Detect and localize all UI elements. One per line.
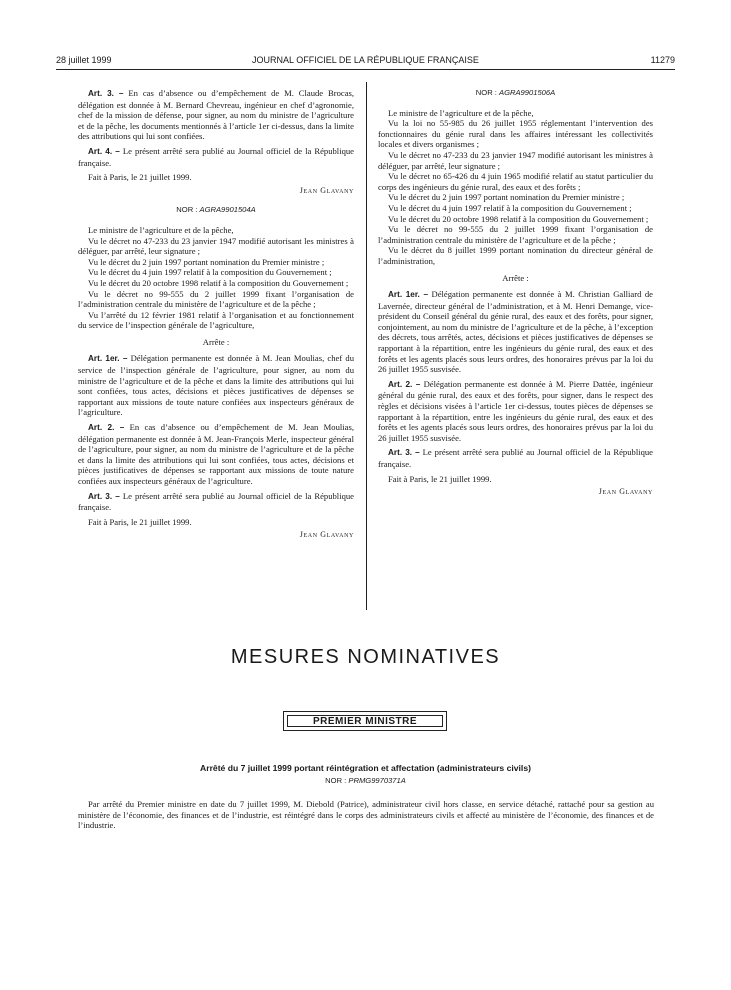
article-label: Art. 3. – [88,89,124,98]
article-label: Art. 2. – [88,423,125,433]
article-paragraph [378,289,653,375]
nor-code: AGRA9901506A [499,88,556,97]
arrete-heading: Arrête : [202,336,230,347]
article-label: Art. 1er. – [88,354,128,364]
signature-name: Jean Glavany [299,530,354,540]
visa-line: Vu le décret no 47-233 du 23 janvier 1947 modifié autorisant les ministres à déléguer, par arrêté, leur signature ; [78,235,354,257]
nor-label: NOR : [325,776,347,785]
right-column [378,88,653,498]
signature [78,530,354,541]
article-text: Le présent arrêté sera publié au Journal officiel de la République française. [378,447,653,469]
article-text: Le présent arrêté sera publié au Journal officiel de la République française. [78,145,354,168]
section-title: MESURES NOMINATIVES [230,646,501,668]
article-paragraph [378,379,653,444]
nor-reference [0,776,731,787]
nor-reference [78,205,354,216]
nor-code: AGRA9901504A [199,205,256,215]
decree-paragraph: Par arrêté du Premier ministre en date du 7 juillet 1999, M. Diebold (Patrice), administrateur civil hors classe, en service détaché, rattaché pour sa gestion au ministère de l’économie, des finances et de l’industrie, est réintégré dans le corps des administrateurs civils et affecté au ministère de l’économie, des finances et de l’industrie. [78,799,654,831]
visa-line: Vu l’arrêté du 12 février 1981 relatif à l’organisation et au fonctionnement du service de l’inspection générale de l’agriculture, [78,309,354,331]
article-label: Art. 3. – [88,491,120,501]
header-rule [56,69,675,70]
nor-reference [378,88,653,99]
left-column [78,88,354,541]
decree-body [78,799,654,831]
ministry-label: PREMIER MINISTRE [287,715,443,727]
nor-code: PRMG9970371A [348,776,406,785]
article-text: Délégation permanente est donnée à M. Christian Galliard de Lavernée, directeur général de l’administration, et à M. Henri Demange, vice-président du Conseil général du génie rural, des eaux et des forêts, pour signer, conjointement, au nom du ministre de l’agriculture et de la pêche, à l’exception des décrets, tous arrêtés, actes, décisions et pièces justificatives de dépenses se rapportant à la répartition, entre les ingénieurs du génie rural, des eaux et des forêts et les agents placés sous leurs ordres, des honoraires prévus par la loi du 26 juillet 1955 susvisée. [378,289,653,375]
article-label: Art. 4. – [88,146,120,156]
visa-line: Vu le décret du 2 juin 1997 portant nomination du Premier ministre ; [388,192,625,203]
visa-line: Vu le décret no 99-555 du 2 juillet 1999 fixant l’organisation de l’administration centrale du ministère de l’agriculture et de la pêche ; [78,288,354,310]
decree-title: Arrêté du 7 juillet 1999 portant réintégration et affectation (administrateurs civils) [200,763,531,773]
visa-line: Vu le décret du 4 juin 1997 relatif à la composition du Gouvernement ; [388,202,632,213]
journal-title: JOURNAL OFFICIEL DE LA RÉPUBLIQUE FRANÇAISE [252,55,479,65]
fait-line: Fait à Paris, le 21 juillet 1999. [388,473,492,484]
article-text: Le présent arrêté sera publié au Journal officiel de la République française. [78,490,354,513]
fait-line: Fait à Paris, le 21 juillet 1999. [88,516,192,527]
article-paragraph [378,447,653,469]
article-label: Art. 2. – [388,379,421,389]
article-paragraph [78,491,354,513]
fait-line: Fait à Paris, le 21 juillet 1999. [88,172,192,183]
arrete-heading: Arrête : [502,272,529,283]
article-paragraph [78,146,354,168]
signature [78,186,354,197]
article-text: En cas d’absence ou d’empêchement de M. Claude Brocas, délégation est donnée à M. Bernard Chevreau, ingénieur en chef d’agronomie, chef de la mission de défense, pour signer, au nom du ministre de l’agriculture et de la pêche, les documents mentionnés à l’article 1er ci-dessus, dans la limite des attributions qui lui sont confiées. [78,88,354,142]
article-paragraph [78,422,354,487]
article-text: Délégation permanente est donnée à M. Jean Moulias, chef du service de l’inspection générale de l’agriculture, pour signer, au nom du ministre de l’agriculture et de la pêche et dans la limite des attributions qui lui sont confiées, tous actes, décisions et pièces justificatives de dépenses se rapportant aux missions de toute nature confiées aux inspecteurs généraux de l’agriculture. [78,353,354,418]
visa-line: Vu le décret du 20 octobre 1998 relatif à la composition du Gouvernement ; [88,277,349,288]
article-text: En cas d’absence ou d’empêchement de M. Jean Moulias, délégation permanente est donnée à M. Jean-François Merle, inspecteur général de l’agriculture, pour signer, au nom du ministre de l’agriculture et de la pêche et dans la limite des attributions qui lui sont confiées, tous actes, décisions et pièces justificatives de dépenses se rapportant aux missions de toute nature confiées aux inspecteurs généraux de l’agriculture. [78,422,354,486]
nor-label: NOR : [475,88,497,97]
article-text: Délégation permanente est donnée à M. Pierre Dattée, ingénieur général du génie rural, des eaux et des forêts, pour signer, dans le respect des règles et décisions visées à l’article 1er ci-dessus, toutes pièces de dépenses se rapportant à la répartition, entre les ingénieurs du génie rural, des eaux et des forêts et les agents placés sous leurs ordres, des honoraires prévus par la loi du 26 juillet 1955 susvisée. [378,378,654,443]
page-number: 11279 [650,55,675,65]
visa-line: Vu le décret no 47-233 du 23 janvier 1947 modifié autorisant les ministres à déléguer, par arrêté, leur signature ; [378,149,653,171]
ministry-box [283,711,447,731]
visa-line: Vu le décret du 4 juin 1997 relatif à la composition du Gouvernement ; [88,267,332,278]
intro-line: Le ministre de l’agriculture et de la pêche, [388,107,534,118]
article-paragraph [78,88,354,142]
visa-line: Vu le décret du 2 juin 1997 portant nomination du Premier ministre ; [88,256,325,267]
article-label: Art. 1er. – [388,290,429,300]
visa-line: Vu le décret no 65-426 du 4 juin 1965 modifié relatif au statut particulier du corps des ingénieurs du génie rural, des eaux et des forêts ; [378,171,653,192]
article-label: Art. 3. – [388,448,420,458]
signature-name: Jean Glavany [598,487,653,497]
nor-label: NOR : [176,205,198,215]
signature [378,487,653,498]
issue-date: 28 juillet 1999 [56,55,112,65]
intro-line: Le ministre de l’agriculture et de la pêche, [88,224,234,235]
article-paragraph [78,353,354,418]
visa-line: Vu le décret no 99-555 du 2 juillet 1999 fixant l’organisation de l’administration centrale du ministère de l’agriculture et de la pêche ; [378,224,653,245]
column-divider [366,82,367,610]
visa-line: Vu la loi no 55-985 du 26 juillet 1955 réglementant l’intervention des fonctionnaires du génie rural dans les affaires intéressant les collectivités locales et divers organismes ; [378,118,653,150]
visa-line: Vu le décret du 8 juillet 1999 portant nomination du directeur général de l’administration, [378,245,653,266]
page-header [56,55,675,69]
signature-name: Jean Glavany [299,185,354,195]
visa-line: Vu le décret du 20 octobre 1998 relatif à la composition du Gouvernement ; [388,213,649,224]
